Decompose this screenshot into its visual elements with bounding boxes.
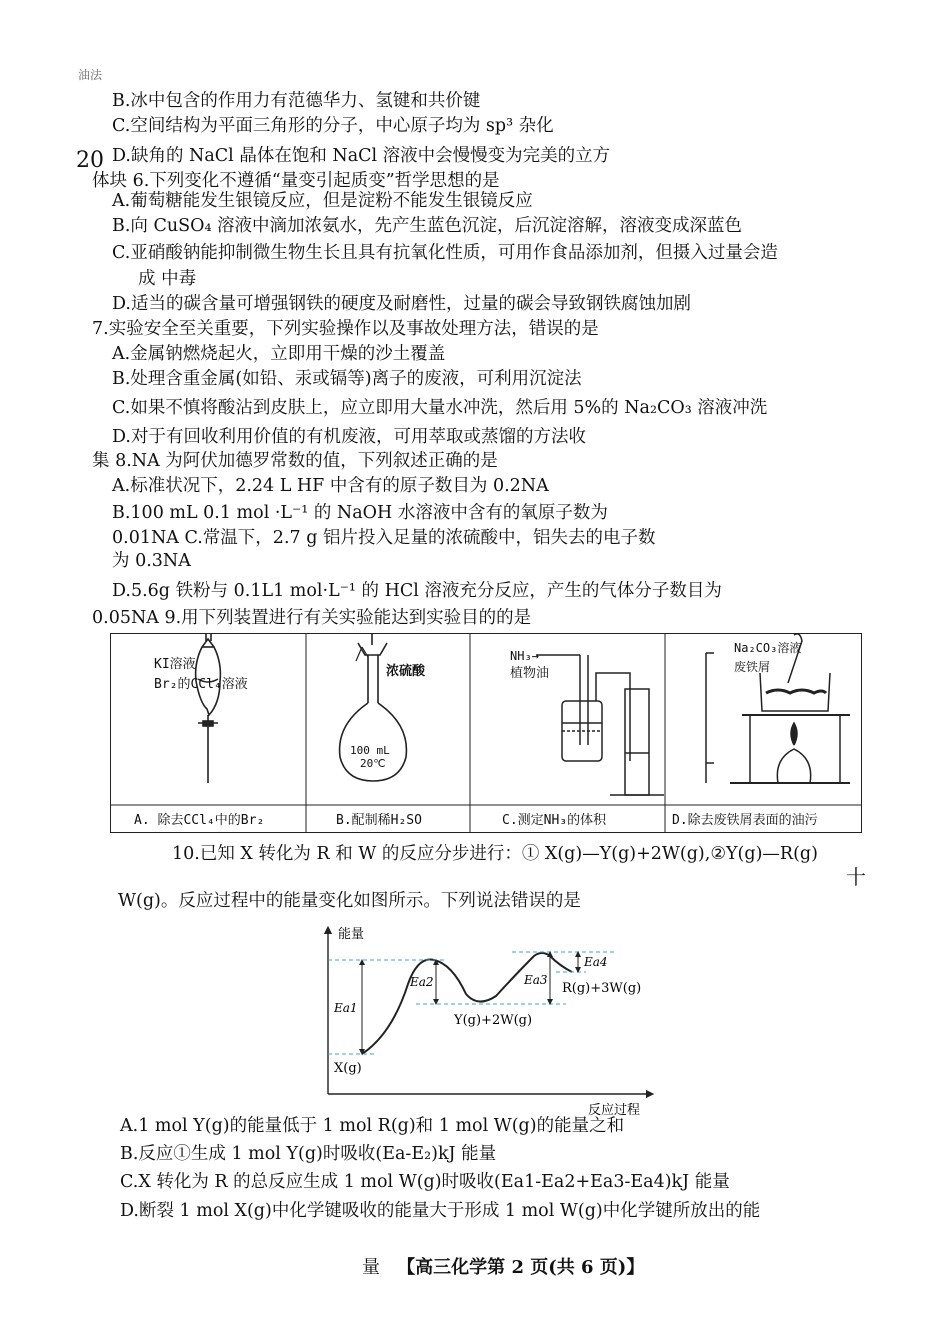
text-line-l17: B.100 mL 0.1 mol ·L⁻¹ 的 NaOH 水溶液中含有的氧原子数为 bbox=[112, 503, 608, 523]
text-line-l23: W(g)。反应过程中的能量变化如图所示。下列说法错误的是 bbox=[118, 891, 581, 911]
text-line-l08: 成 中毒 bbox=[138, 269, 197, 289]
label-x-g: X(g) bbox=[334, 1061, 362, 1076]
text-line-l26: C.X 转化为 R 的总反应生成 1 mol W(g)时吸收(Ea1-Ea2+Ea3-Ea4)kJ 能量 bbox=[120, 1172, 730, 1192]
label-y-2w: Y(g)+2W(g) bbox=[454, 1013, 533, 1028]
text-line-l25: B.反应①生成 1 mol Y(g)时吸收(Ea-E₂)kJ 能量 bbox=[120, 1144, 497, 1164]
energy-profile-diagram bbox=[316, 924, 656, 1118]
text-line-l18: 0.01NA C.常温下，2.7 g 铝片投入足量的浓硫酸中，铝失去的电子数 bbox=[112, 528, 656, 548]
label-ki-solution: KI溶液 bbox=[154, 657, 196, 672]
label-vegetable-oil: 植物油 bbox=[510, 666, 550, 681]
text-line-l02: C.空间结构为平面三角形的分子，中心原子均为 sp³ 杂化 bbox=[112, 116, 554, 136]
text-line-l19: 为 0.3NA bbox=[112, 551, 191, 571]
text-line-l07: C.亚硝酸钠能抑制微生物生长且具有抗氧化性质，可用作食品添加剂，但摄入过量会造 bbox=[112, 243, 778, 263]
label-flask-temp: 20℃ bbox=[360, 757, 386, 770]
label-ea1: Ea1 bbox=[334, 1001, 358, 1015]
y-axis-label: 能量 bbox=[338, 927, 365, 942]
separatory-funnel-icon bbox=[196, 633, 221, 783]
text-line-l16: A.标准状况下，2.24 L HF 中含有的原子数目为 0.2NA bbox=[112, 476, 549, 496]
plus-mark: 十 bbox=[846, 865, 866, 889]
heating-apparatus-icon bbox=[706, 634, 850, 783]
label-ea3: Ea3 bbox=[524, 973, 548, 987]
option-d-caption: D.除去废铁屑表面的油污 bbox=[672, 813, 818, 828]
label-ea2: Ea2 bbox=[410, 975, 434, 989]
text-line-l03: D.缺角的 NaCl 晶体在饱和 NaCl 溶液中会慢慢变为完美的立方 bbox=[112, 146, 611, 166]
cut-off-text: 油法 bbox=[78, 68, 103, 82]
option-a-caption: A. 除去CCl₄中的Br₂ bbox=[134, 813, 265, 828]
text-line-l21: 0.05NA 9.用下列装置进行有关实验能达到实验目的的是 bbox=[92, 608, 532, 628]
text-line-l22: 10.已知 X 转化为 R 和 W 的反应分步进行：① X(g)—Y(g)+2W(g),②Y(g)—R(g) bbox=[172, 844, 818, 864]
label-br2-ccl4: Br₂的CCl₄溶液 bbox=[154, 677, 248, 692]
gas-measuring-apparatus-icon bbox=[536, 655, 664, 795]
text-line-l04: 体块 6.下列变化不遵循“量变引起质变”哲学思想的是 bbox=[92, 171, 500, 191]
page-footer bbox=[362, 1253, 644, 1279]
text-line-l27: D.断裂 1 mol X(g)中化学键吸收的能量大于形成 1 mol W(g)中化学键所放出的能 bbox=[120, 1201, 761, 1221]
text-line-l10: 7.实验安全至关重要，下列实验操作以及事故处理方法，错误的是 bbox=[92, 319, 599, 339]
text-line-l15: 集 8.NA 为阿伏加德罗常数的值，下列叙述正确的是 bbox=[92, 451, 498, 471]
text-line-l01: B.冰中包含的作用力有范德华力、氢键和共价键 bbox=[112, 91, 481, 111]
page-number-fragment: 20 bbox=[76, 148, 104, 173]
label-scrap-iron: 废铁屑 bbox=[734, 660, 771, 674]
text-line-l14: D.对于有回收利用价值的有机废液，可用萃取或蒸馏的方法收 bbox=[112, 427, 586, 447]
text-line-l09: D.适当的碳含量可增强钢铁的硬度及耐磨性，过量的碳会导致钢铁腐蚀加剧 bbox=[112, 294, 691, 314]
text-line-l20: D.5.6g 铁粉与 0.1L1 mol·L⁻¹ 的 HCl 溶液充分反应，产生的气体分子数目为 bbox=[112, 581, 722, 601]
text-line-l05: A.葡萄糖能发生银镜反应，但是淀粉不能发生银镜反应 bbox=[112, 191, 533, 211]
text-line-l06: B.向 CuSO₄ 溶液中滴加浓氨水，先产生蓝色沉淀，后沉淀溶解，溶液变成深蓝色 bbox=[112, 216, 743, 236]
footer-title: 【高三化学第 2 页(共 6 页)】 bbox=[397, 1257, 645, 1278]
footer-lead: 量 bbox=[362, 1257, 380, 1278]
label-flask-volume: 100 mL bbox=[350, 744, 390, 757]
label-conc-sulfuric-acid: 浓硫酸 bbox=[386, 664, 426, 679]
option-c-caption: C.测定NH₃的体积 bbox=[502, 813, 607, 828]
label-ea4: Ea4 bbox=[584, 955, 608, 969]
label-nh3-in: NH₃→ bbox=[510, 649, 539, 663]
label-r-3w: R(g)+3W(g) bbox=[562, 981, 642, 996]
x-axis-label: 反应过程 bbox=[588, 1103, 641, 1118]
label-na2co3-solution: Na₂CO₃溶液 bbox=[734, 641, 802, 655]
text-line-l12: B.处理含重金属(如铅、汞或镉等)离子的废液，可利用沉淀法 bbox=[112, 369, 582, 389]
text-line-l13: C.如果不慎将酸沾到皮肤上，应立即用大量水冲洗，然后用 5%的 Na₂CO₃ 溶液冲洗 bbox=[112, 398, 768, 418]
text-line-l24: A.1 mol Y(g)的能量低于 1 mol R(g)和 1 mol W(g)的能量之和 bbox=[120, 1116, 625, 1136]
text-line-l11: A.金属钠燃烧起火，立即用干燥的沙土覆盖 bbox=[112, 344, 446, 364]
option-b-caption: B.配制稀H₂SO bbox=[336, 813, 422, 828]
